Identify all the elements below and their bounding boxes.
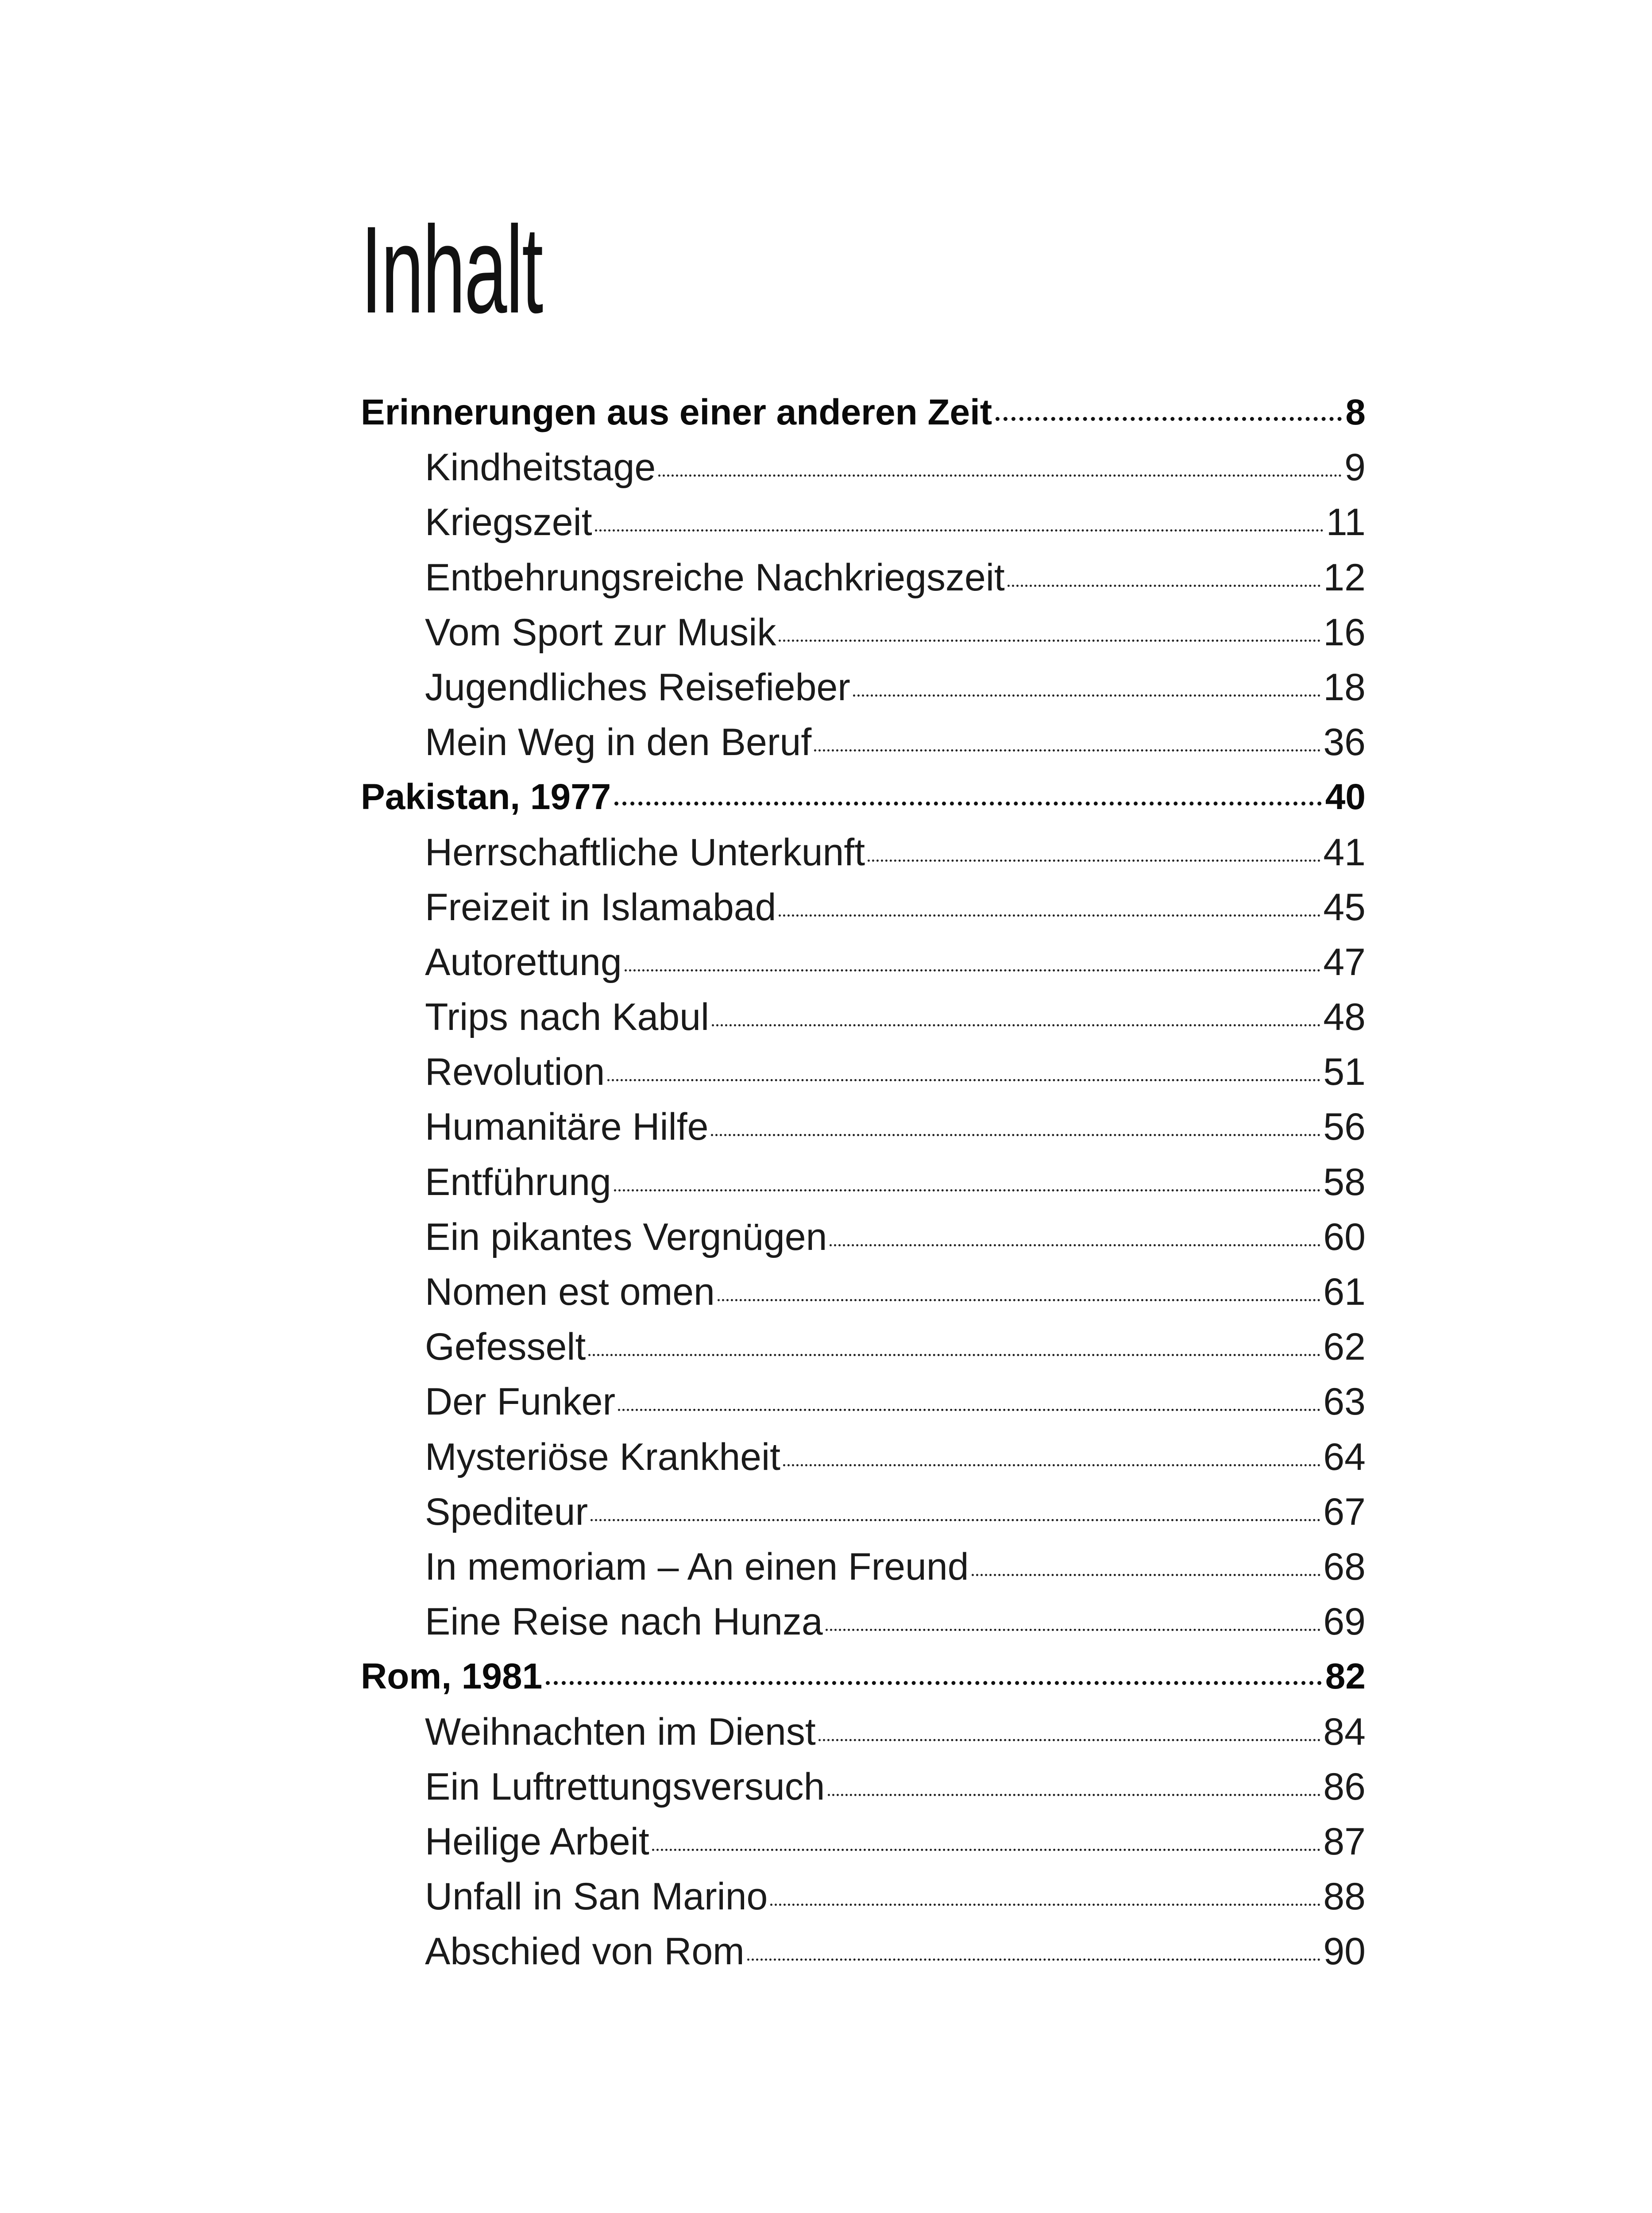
toc-entry-title: Spediteur [425, 1490, 588, 1533]
toc-entry-title: In memoriam – An einen Freund [425, 1545, 969, 1588]
toc-entry-title: Kriegszeit [425, 501, 592, 544]
toc-section-entry [361, 825, 1366, 880]
toc-entry-title: Rom, 1981 [361, 1656, 543, 1697]
toc-chapter-entry [361, 1649, 1366, 1704]
dot-leader [972, 1574, 1321, 1576]
toc-section-entry [361, 495, 1366, 550]
toc-section-entry [361, 1869, 1366, 1924]
dot-leader [783, 1464, 1320, 1466]
toc-page-number: 18 [1323, 666, 1366, 709]
toc-section-entry [361, 1045, 1366, 1099]
toc-page-number: 63 [1323, 1380, 1366, 1423]
toc-entry-title: Erinnerungen aus einer anderen Zeit [361, 392, 992, 432]
dot-leader [1007, 585, 1321, 587]
toc-page-number: 41 [1323, 831, 1366, 874]
toc-entry-title: Nomen est omen [425, 1271, 715, 1313]
toc-page-number: 12 [1323, 556, 1366, 599]
dot-leader [546, 1681, 1322, 1685]
toc-page-number: 86 [1323, 1765, 1366, 1808]
toc-page-number: 60 [1323, 1215, 1366, 1258]
dot-leader [718, 1299, 1320, 1301]
toc-entry-title: Der Funker [425, 1380, 616, 1423]
dot-leader [658, 474, 1342, 477]
toc-entry-title: Herrschaftliche Unterkunft [425, 831, 865, 874]
toc-section-entry [361, 935, 1366, 990]
toc-entry-title: Abschied von Rom [425, 1930, 745, 1973]
toc-page-number: 36 [1323, 721, 1366, 764]
dot-leader [652, 1849, 1321, 1851]
toc-page-number: 58 [1323, 1160, 1366, 1203]
toc-page-number: 9 [1344, 446, 1366, 489]
toc-section-entry [361, 1759, 1366, 1814]
dot-leader [614, 802, 1322, 806]
dot-leader [607, 1079, 1320, 1081]
toc-page-number: 68 [1323, 1545, 1366, 1588]
toc-page-number: 67 [1323, 1490, 1366, 1533]
table-of-contents [361, 385, 1366, 1979]
toc-page-number: 8 [1345, 392, 1366, 432]
toc-entry-title: Trips nach Kabul [425, 996, 710, 1039]
toc-page-number: 82 [1325, 1656, 1366, 1697]
toc-section-entry [361, 715, 1366, 770]
toc-entry-title: Heilige Arbeit [425, 1820, 649, 1863]
page-title: Inhalt [361, 201, 542, 339]
toc-section-entry [361, 1265, 1366, 1319]
toc-section-entry [361, 1484, 1366, 1539]
toc-entry-title: Mein Weg in den Beruf [425, 721, 812, 764]
toc-entry-title: Weihnachten im Dienst [425, 1710, 816, 1753]
dot-leader [588, 1354, 1320, 1356]
toc-section-entry [361, 1374, 1366, 1429]
dot-leader [747, 1959, 1321, 1961]
toc-entry-title: Gefesselt [425, 1326, 586, 1369]
toc-page-number: 64 [1323, 1435, 1366, 1478]
toc-page-number: 40 [1325, 777, 1366, 817]
toc-entry-title: Mysteriöse Krankheit [425, 1435, 780, 1478]
toc-page-number: 88 [1323, 1875, 1366, 1918]
toc-page-number: 84 [1323, 1710, 1366, 1753]
toc-entry-title: Ein Luftrettungsversuch [425, 1765, 825, 1808]
dot-leader [996, 417, 1342, 421]
toc-section-entry [361, 605, 1366, 660]
dot-leader [614, 1189, 1321, 1191]
toc-chapter-entry [361, 385, 1366, 440]
toc-section-entry [361, 990, 1366, 1045]
toc-entry-title: Entbehrungsreiche Nachkriegszeit [425, 556, 1005, 599]
toc-section-entry [361, 1814, 1366, 1869]
dot-leader [853, 694, 1320, 697]
toc-section-entry [361, 1594, 1366, 1649]
toc-page-number: 11 [1326, 501, 1366, 544]
toc-entry-title: Vom Sport zur Musik [425, 611, 776, 654]
dot-leader [625, 969, 1321, 972]
toc-page-number: 69 [1323, 1600, 1366, 1643]
dot-leader [826, 1629, 1321, 1631]
dot-leader [814, 749, 1320, 752]
toc-section-entry [361, 1099, 1366, 1154]
toc-entry-title: Unfall in San Marino [425, 1875, 768, 1918]
toc-entry-title: Revolution [425, 1051, 605, 1094]
dot-leader [618, 1409, 1320, 1411]
toc-section-entry [361, 1924, 1366, 1979]
dot-leader [868, 860, 1320, 862]
toc-section-entry [361, 660, 1366, 715]
toc-page-number: 51 [1323, 1051, 1366, 1094]
toc-entry-title: Freizeit in Islamabad [425, 886, 776, 929]
toc-entry-title: Ein pikantes Vergnügen [425, 1215, 827, 1258]
toc-section-entry [361, 1319, 1366, 1374]
toc-section-entry [361, 880, 1366, 935]
toc-page-number: 47 [1323, 941, 1366, 983]
dot-leader [818, 1739, 1321, 1741]
toc-page-number: 87 [1323, 1820, 1366, 1863]
toc-section-entry [361, 1210, 1366, 1265]
toc-entry-title: Eine Reise nach Hunza [425, 1600, 823, 1643]
toc-section-entry [361, 1155, 1366, 1210]
toc-entry-title: Jugendliches Reisefieber [425, 666, 850, 709]
dot-leader [779, 914, 1320, 917]
toc-section-entry [361, 1430, 1366, 1484]
toc-chapter-entry [361, 770, 1366, 825]
toc-page-number: 62 [1323, 1326, 1366, 1369]
toc-section-entry [361, 550, 1366, 605]
dot-leader [770, 1904, 1320, 1906]
toc-entry-title: Autorettung [425, 941, 622, 983]
dot-leader [828, 1794, 1321, 1796]
toc-page-number: 56 [1323, 1106, 1366, 1149]
dot-leader [830, 1244, 1320, 1246]
dot-leader [591, 1519, 1320, 1521]
toc-page-number: 16 [1323, 611, 1366, 654]
toc-section-entry [361, 1539, 1366, 1594]
toc-page-number: 45 [1323, 886, 1366, 929]
dot-leader [711, 1134, 1320, 1136]
toc-page-number: 48 [1323, 996, 1366, 1039]
dot-leader [595, 529, 1324, 532]
toc-entry-title: Entführung [425, 1160, 611, 1203]
toc-section-entry [361, 1704, 1366, 1759]
toc-page-number: 90 [1323, 1930, 1366, 1973]
dot-leader [779, 640, 1320, 642]
toc-entry-title: Humanitäre Hilfe [425, 1106, 709, 1149]
toc-entry-title: Kindheitstage [425, 446, 656, 489]
toc-entry-title: Pakistan, 1977 [361, 777, 611, 817]
dot-leader [712, 1024, 1320, 1026]
toc-page-number: 61 [1323, 1271, 1366, 1313]
toc-section-entry [361, 440, 1366, 495]
